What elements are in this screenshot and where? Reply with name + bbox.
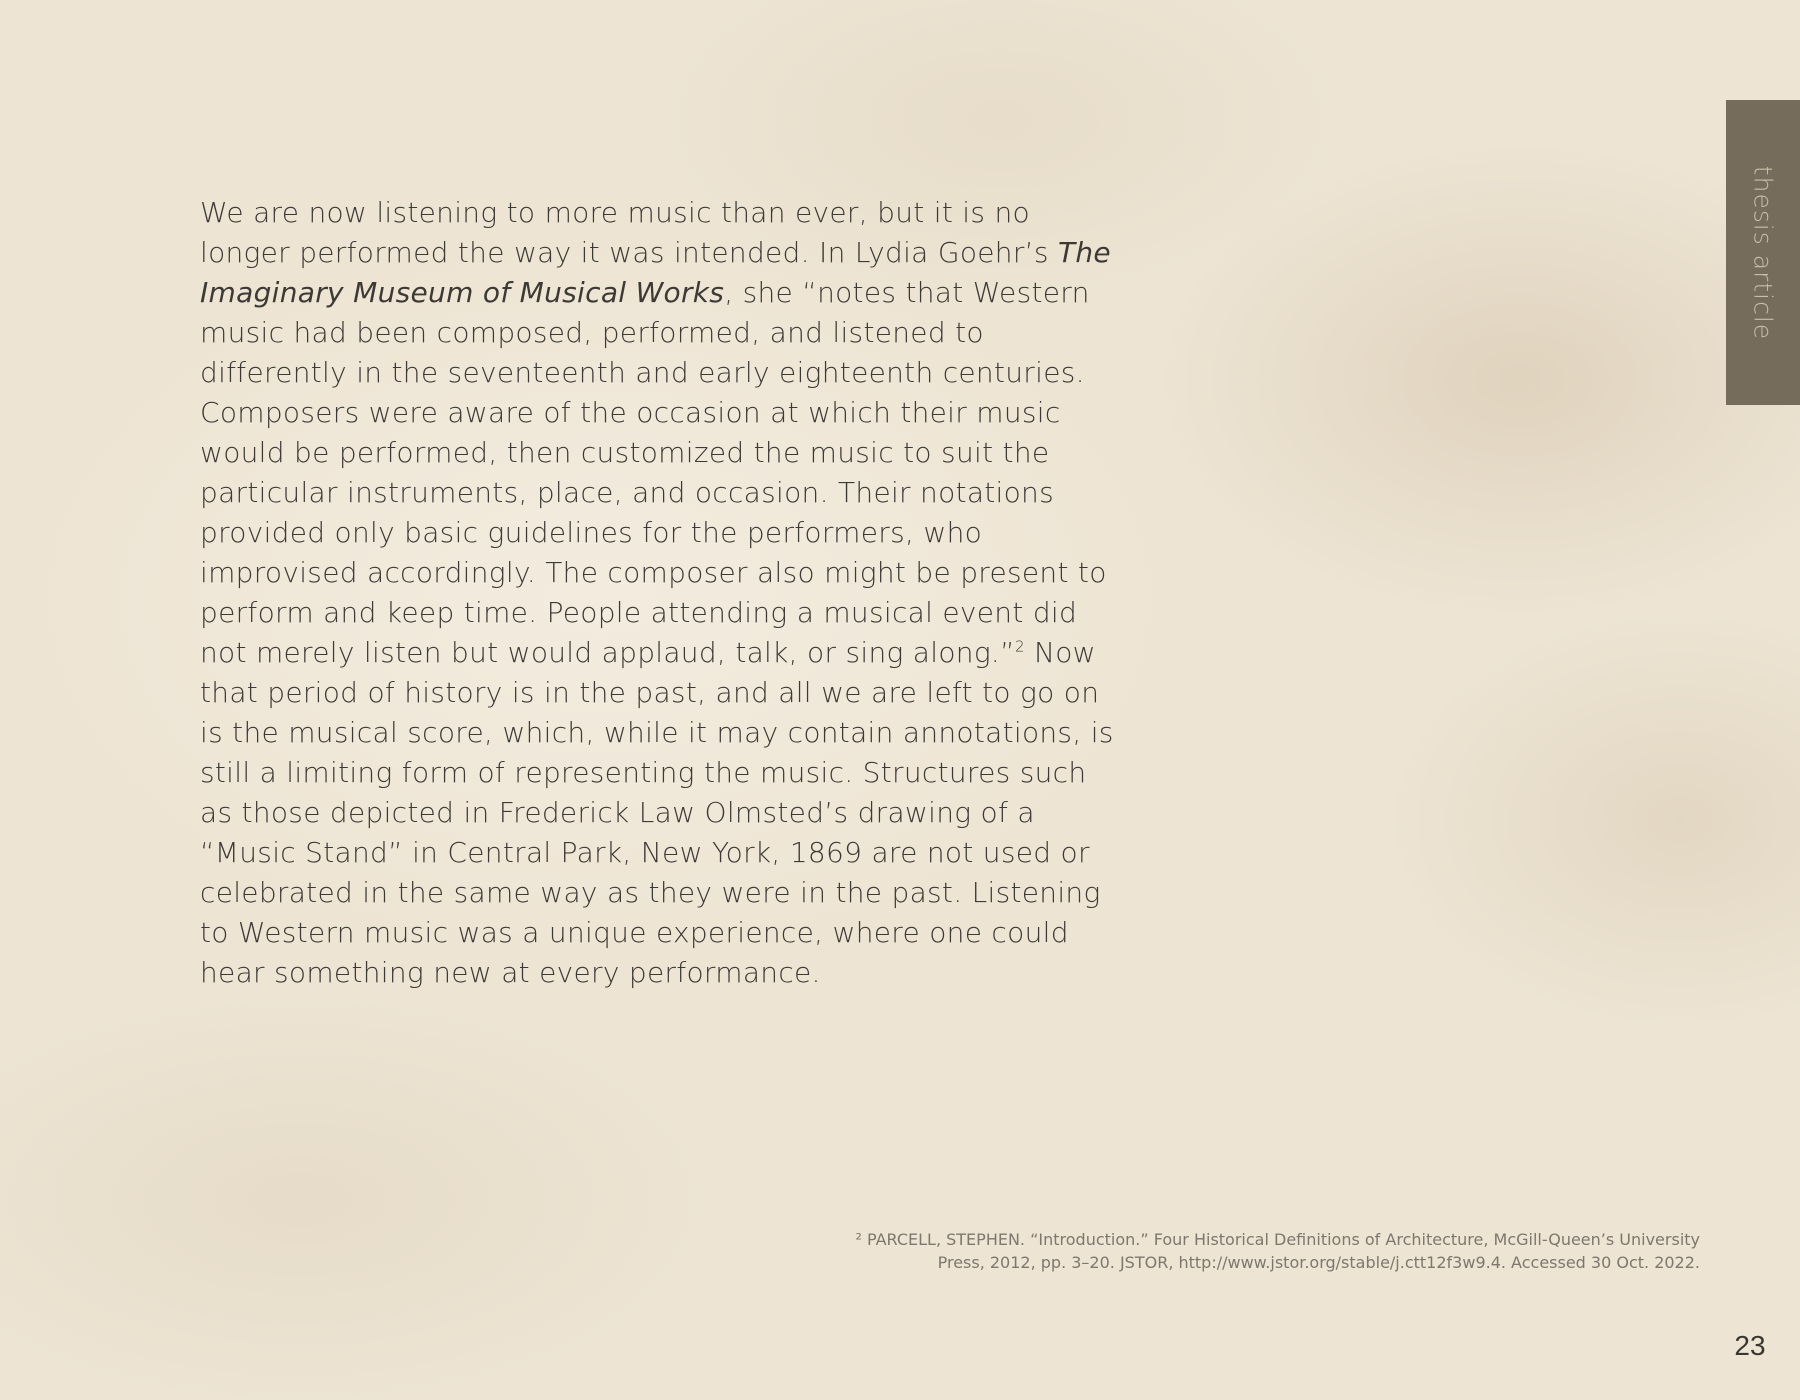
section-tab-label: thesis article: [1748, 165, 1778, 340]
page-number: 23: [1734, 1330, 1766, 1361]
footnote-reference: 2: [1014, 637, 1025, 656]
body-text-part-3: Now that period of history is in the past, and all we are left to go on is the musical score, which, while it may contain annotations, is still a limiting form of representing the music. Structures such as those depicted in Frederick Law Olmsted’s drawing of a “Music Stand” in Central Park, New York, 1869 are not used or celebrated in the same way as they were in the past. Listening to Western music was a unique experience, where one could hear something new at every performance.: [200, 636, 1114, 989]
book-title: The Imaginary Museum of Musical Works: [200, 236, 1111, 309]
section-tab: [1726, 100, 1800, 405]
body-text-part-1: We are now listening to more music than ever, but it is no longer performed the way it was intended. In Lydia Goehr’s: [200, 196, 1058, 269]
footnote: ² PARCELL, STEPHEN. “Introduction.” Four Historical Definitions of Architecture, McGill-Queen’s University Press, 2012, pp. 3–20. JSTOR, http://www.jstor.org/stable/j.ctt12f3w9.4. Accessed 30 Oct. 2022.: [855, 1230, 1700, 1272]
body-paragraph: [200, 193, 1120, 993]
body-text-part-2: , she “notes that Western music had been composed, performed, and listened to differently in the seventeenth and early eighteenth centuries. Composers were aware of the occasion at which their music would be performed, then customized the music to suit the particular instruments, place, and occasion. Their notations provided only basic guidelines for the performers, who improvised accordingly. The composer also might be present to perform and keep time. People attending a musical event did not merely listen but would applaud, talk, or sing along.”: [200, 276, 1107, 669]
